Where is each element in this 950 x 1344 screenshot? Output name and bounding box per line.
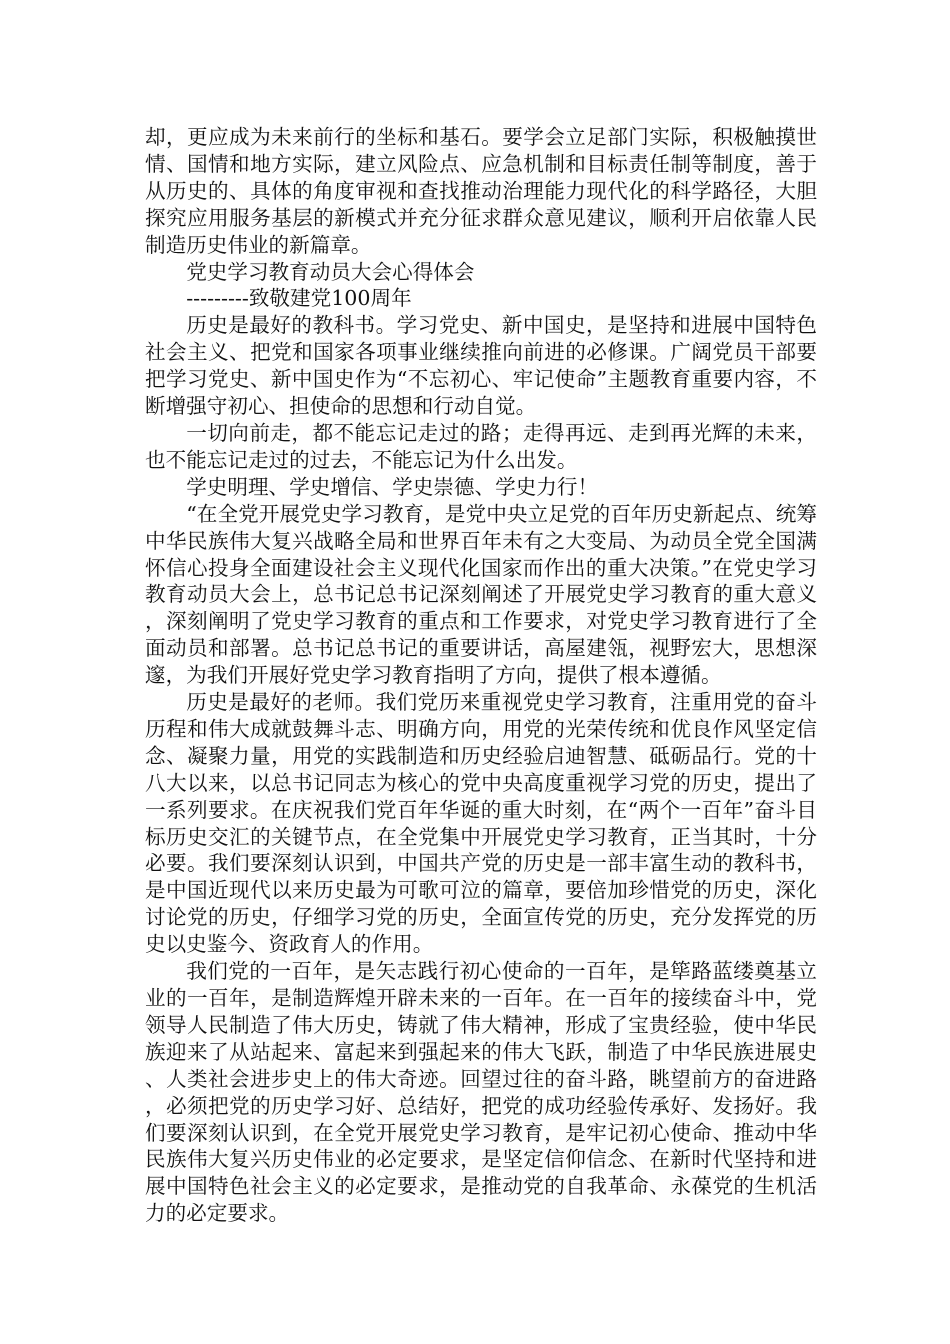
paragraph: 一切向前走，都不能忘记走过的路；走得再远、走到再光辉的未来，也不能忘记走过的过去，不能忘记为什么出发。	[145, 420, 817, 472]
essay-title: 党史学习教育动员大会心得体会	[186, 259, 475, 284]
paragraph: 我们党的一百年，是矢志践行初心使命的一百年，是筚路蓝缕奠基立业的一百年，是制造辉煌开辟未来的一百年。在一百年的接续奋斗中，党领导人民制造了伟大历史，铸就了伟大精神，形成了宝贵经验，使中华民族迎来了从站起来、富起来到强起来的伟大飞跃，制造了中华民族进展史、人类社会进步史上的伟大奇迹。回望过往的奋斗路，眺望前方的奋进路，必须把党的历史学习好、总结好，把党的成功经验传承好、发扬好。我们要深刻认识到，在全党开展党史学习教育，是牢记初心使命、推动中华民族伟大复兴历史伟业的必定要求，是坚定信仰信念、在新时代坚持和进展中国特色社会主义的必定要求，是推动党的自我革命、永葆党的生机活力的必定要求。	[145, 959, 817, 1226]
paragraph: 学史明理、学史增信、学史崇德、学史力行！	[186, 474, 599, 499]
paragraph-continuation: 却，更应成为未来前行的坐标和基石。要学会立足部门实际，积极触摸世情、国情和地方实际，建立风险点、应急机制和目标责任制等制度，善于从历史的、具体的角度审视和查找推动治理能力现代化的科学路径，大胆探究应用服务基层的新模式并充分征求群众意见建议，顺利开启依靠人民制造历史伟业的新篇章。	[145, 125, 817, 257]
paragraph: 历史是最好的老师。我们党历来重视党史学习教育，注重用党的奋斗历程和伟大成就鼓舞斗志、明确方向，用党的光荣传统和优良作风坚定信念、凝聚力量，用党的实践制造和历史经验启迪智慧、砥砺品行。党的十八大以来，以总书记同志为核心的党中央高度重视学习党的历史，提出了一系列要求。在庆祝我们党百年华诞的重大时刻，在“两个一百年”奋斗目标历史交汇的关键节点，在全党集中开展党史学习教育，正当其时，十分必要。我们要深刻认识到，中国共产党的历史是一部丰富生动的教科书，是中国近现代以来历史最为可歌可泣的篇章，要倍加珍惜党的历史，深化讨论党的历史，仔细学习党的历史，全面宣传党的历史，充分发挥党的历史以史鉴今、资政育人的作用。	[145, 690, 817, 957]
document-body	[145, 124, 817, 1227]
paragraph: 历史是最好的教科书。学习党史、新中国史，是坚持和进展中国特色社会主义、把党和国家各项事业继续推向前进的必修课。广阔党员干部要把学习党史、新中国史作为“不忘初心、牢记使命”主题教育重要内容，不断增强守初心、担使命的思想和行动自觉。	[145, 313, 817, 419]
paragraph: “在全党开展党史学习教育，是党中央立足党的百年历史新起点、统筹中华民族伟大复兴战略全局和世界百年未有之大变局、为动员全党全国满怀信心投身全面建设社会主义现代化国家而作出的重大决策。”在党史学习教育动员大会上，总书记总书记深刻阐述了开展党史学习教育的重大意义，深刻阐明了党史学习教育的重点和工作要求，对党史学习教育进行了全面动员和部署。总书记总书记的重要讲话，高屋建瓴，视野宏大，思想深邃，为我们开展好党史学习教育指明了方向，提供了根本遵循。	[145, 501, 817, 688]
essay-subtitle: ---------致敬建党100周年	[186, 286, 412, 311]
